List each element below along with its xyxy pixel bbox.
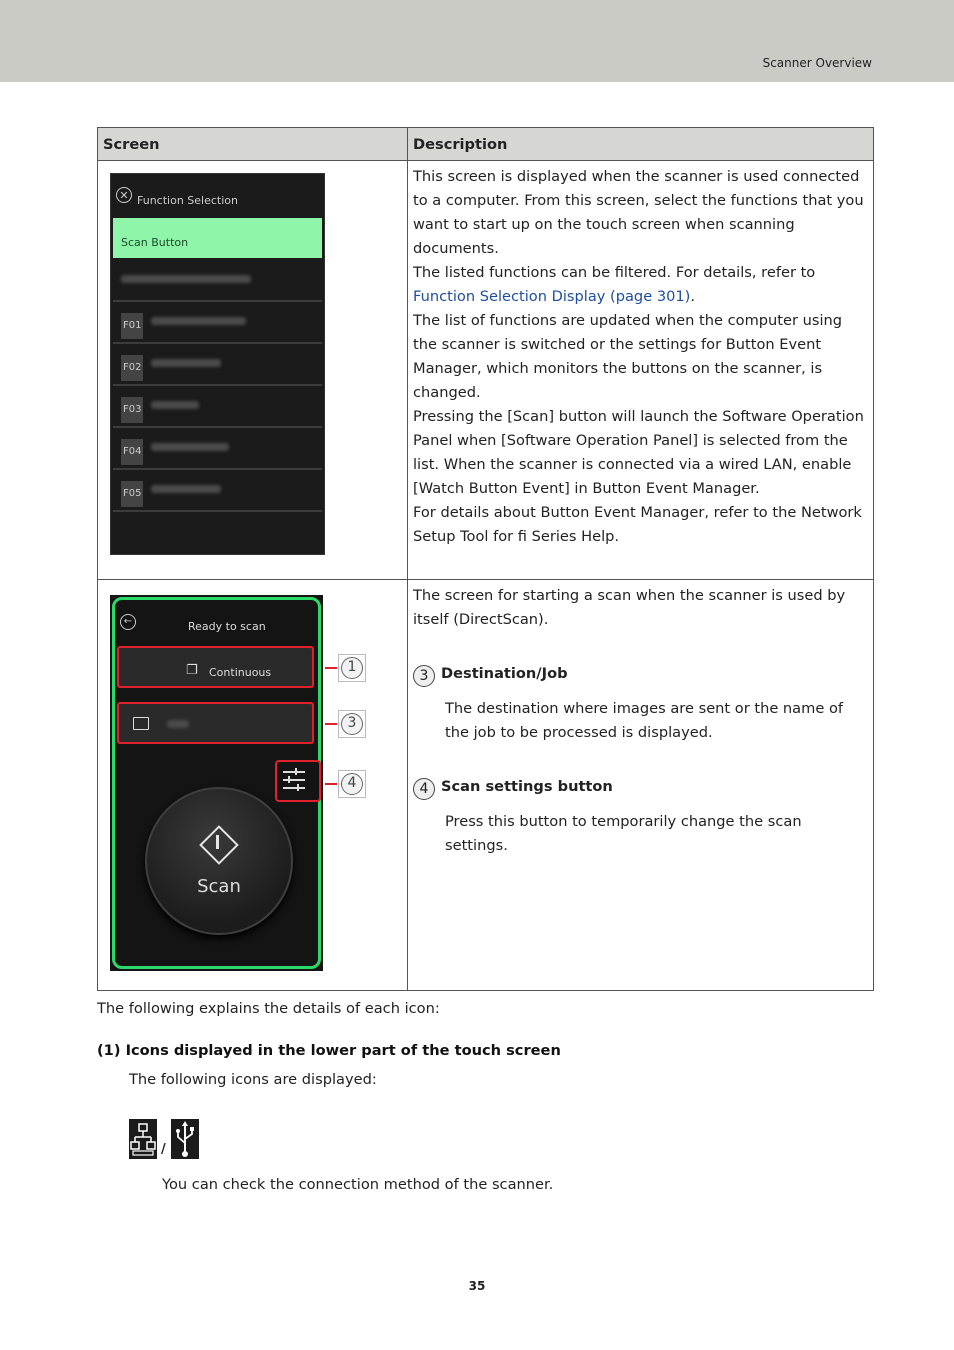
page-number: 35 — [468, 1279, 486, 1293]
fs-header — [111, 174, 324, 218]
back-icon: ← — [120, 614, 136, 630]
fkey-label: F03 — [121, 397, 143, 423]
scan-button — [145, 787, 293, 935]
blurred-text — [151, 485, 221, 493]
fkey-label: F04 — [121, 439, 143, 465]
fkey-label: F01 — [121, 313, 143, 339]
mode-label: Continuous — [209, 666, 272, 679]
description-cell-ready-to-scan — [408, 580, 874, 991]
screenshot-cell-ready-to-scan — [98, 580, 408, 991]
item-text-destination: The destination where images are sent or the name of the job to be processed is displayed. — [445, 700, 844, 741]
item-text-scan-settings: Press this button to temporarily change the scan settings. — [445, 813, 802, 854]
desc-paragraph-with-link: The listed functions can be filtered. For details, refer to Function Selection Display (page 301). — [413, 264, 816, 305]
section-heading: (1) Icons displayed in the lower part of the touch screen — [97, 1042, 561, 1059]
fs-item-f04 — [113, 428, 322, 470]
column-header-screen: Screen — [98, 128, 408, 161]
fs-item-f05 — [113, 470, 322, 512]
fs-item-label: Scan Button — [121, 236, 189, 249]
blurred-text — [151, 443, 229, 451]
screen-description-table — [97, 127, 874, 991]
section-title: Scanner Overview — [762, 56, 872, 70]
item-heading-destination: 3 Destination/Job — [413, 662, 868, 687]
start-diamond-icon — [199, 825, 239, 865]
fs-item-blurred — [113, 260, 322, 302]
rs-title: Ready to scan — [188, 620, 266, 633]
callout-line — [325, 783, 337, 785]
fs-item-scan-button — [113, 218, 322, 260]
scan-label: Scan — [197, 876, 241, 897]
mode-bar — [117, 646, 314, 688]
callout-4: 4 — [341, 773, 363, 795]
item-heading-scan-settings: 4 Scan settings button — [413, 775, 868, 800]
callout-3: 3 — [341, 713, 363, 735]
blurred-text — [151, 359, 221, 367]
screenshot-cell-function-selection — [98, 161, 408, 580]
column-header-description: Description — [408, 128, 874, 161]
blurred-text — [151, 317, 246, 325]
description-cell-function-selection — [408, 161, 874, 580]
blurred-text — [167, 720, 189, 728]
desc-paragraph: The list of functions are updated when the computer using the scanner is switched or the settings for Button Event Manager, which monitors the buttons on the scanner, is changed. — [413, 312, 843, 401]
blurred-text — [121, 275, 251, 283]
copy-pages-icon: ❐ — [186, 663, 198, 678]
folder-icon — [133, 717, 149, 730]
number-4-icon: 4 — [413, 778, 435, 800]
function-selection-screenshot — [110, 173, 325, 555]
fs-item-f03 — [113, 386, 322, 428]
explain-text: The following explains the details of each icon: — [97, 1000, 440, 1017]
connection-description: You can check the connection method of the scanner. — [162, 1176, 554, 1193]
blurred-text — [151, 401, 199, 409]
callout-line — [325, 667, 337, 669]
fs-item-f01 — [113, 302, 322, 344]
desc-paragraph: For details about Button Event Manager, refer to the Network Setup Tool for fi Series Help. — [413, 504, 862, 545]
section-intro: The following icons are displayed: — [129, 1071, 377, 1088]
desc-paragraph: This screen is displayed when the scanner is used connected to a computer. From this screen, select the functions that you want to start up on the touch screen when scanning documents. — [413, 168, 864, 257]
desc-intro: The screen for starting a scan when the scanner is used by itself (DirectScan). — [413, 587, 846, 628]
fkey-label: F02 — [121, 355, 143, 381]
fs-title: Function Selection — [137, 194, 238, 207]
fs-item-f02 — [113, 344, 322, 386]
network-icon — [129, 1119, 157, 1159]
fkey-label: F05 — [121, 481, 143, 507]
desc-paragraph: Pressing the [Scan] button will launch the Software Operation Panel when [Software Operation Panel] is selected from the list. When the scanner is connected via a wired LAN, enable [Watch Button Event] in Button Event Manager. — [413, 408, 864, 497]
ready-to-scan-screenshot — [110, 595, 323, 971]
close-icon: ✕ — [116, 187, 132, 203]
function-selection-display-link[interactable]: Function Selection Display (page 301) — [413, 288, 691, 305]
callout-line — [325, 723, 337, 725]
icon-separator: / — [161, 1142, 166, 1157]
number-3-icon: 3 — [413, 665, 435, 687]
destination-bar — [117, 702, 314, 744]
scan-settings-button — [275, 760, 321, 802]
callout-1: 1 — [341, 657, 363, 679]
usb-icon — [171, 1119, 199, 1159]
